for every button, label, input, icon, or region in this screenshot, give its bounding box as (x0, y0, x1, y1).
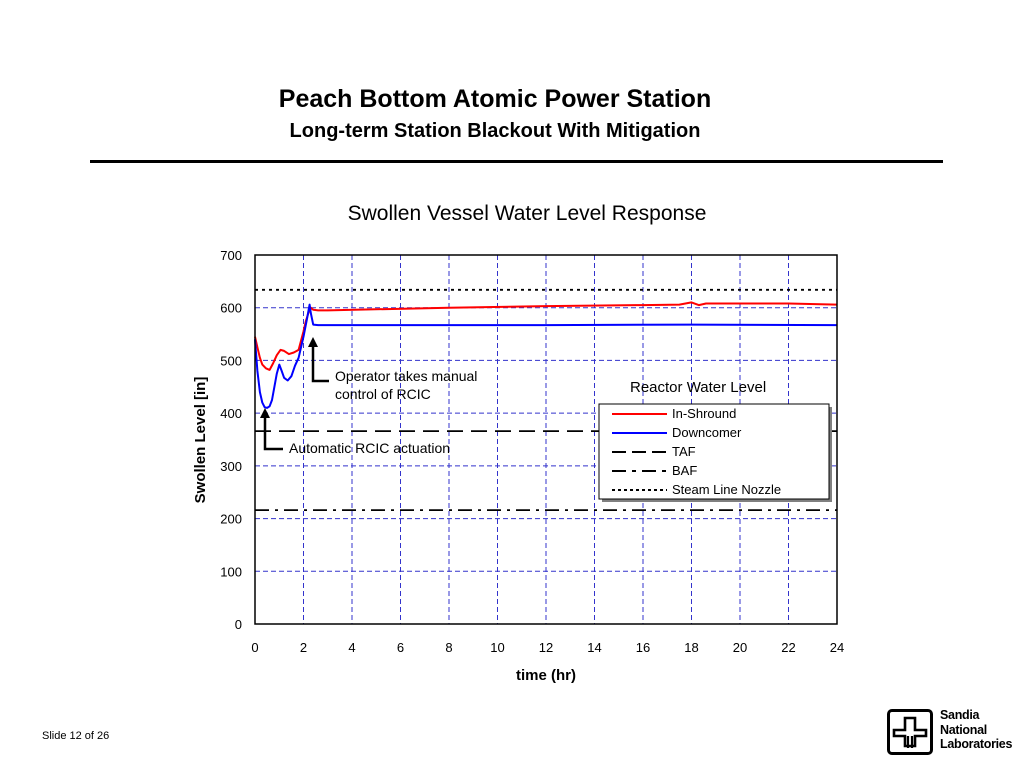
y-tick-label: 200 (220, 511, 242, 527)
legend-label: TAF (672, 444, 696, 459)
y-tick-label: 700 (220, 248, 242, 263)
x-tick-label: 10 (490, 640, 505, 655)
legend-label: In-Shround (672, 406, 737, 421)
annotation-operator (308, 337, 477, 402)
x-tick-label: 22 (781, 640, 796, 655)
legend-label: Downcomer (672, 425, 742, 440)
x-tick-label: 24 (829, 640, 845, 655)
logo-text-line: Sandia (940, 708, 980, 722)
x-tick-label: 18 (684, 640, 699, 655)
x-tick-label: 6 (396, 640, 405, 655)
logo-text-line: National (940, 722, 987, 737)
annotation-automatic-arrow (265, 416, 283, 449)
annotation-automatic-text: Automatic RCIC actuation (289, 440, 451, 456)
slide-title: Peach Bottom Atomic Power Station (278, 85, 712, 113)
legend (599, 404, 832, 502)
y-tick-label: 0 (234, 617, 242, 632)
x-tick-label: 16 (635, 640, 651, 655)
annotation-operator-arrowhead (308, 337, 318, 347)
sandia-logo (887, 707, 1019, 759)
y-tick-label: 100 (220, 564, 242, 580)
x-tick-label: 0 (251, 640, 259, 655)
y-tick-label: 600 (220, 300, 242, 316)
y-tick-label: 300 (220, 458, 242, 474)
logo-text-line: Laboratories (940, 737, 1013, 751)
x-tick-label: 20 (732, 640, 748, 655)
x-tick-label: 2 (299, 640, 308, 655)
x-tick-label: 14 (587, 640, 602, 655)
annotation-operator-text-1: Operator takes manual (335, 368, 478, 384)
chart-title: Swollen Vessel Water Level Response (347, 202, 707, 225)
annotation-operator-text-2: control of RCIC (335, 386, 431, 402)
x-tick-label: 8 (445, 640, 453, 655)
x-tick-label: 12 (538, 640, 554, 655)
legend-label: Steam Line Nozzle (672, 482, 782, 497)
x-axis-label: time (hr) (516, 667, 576, 684)
y-axis-label: Swollen Level [in] (192, 376, 209, 504)
logo-text (940, 708, 1012, 752)
sandia-thunderbird-icon (887, 709, 933, 755)
y-tick-label: 400 (220, 406, 242, 422)
legend-title: Reactor Water Level (630, 379, 767, 396)
x-tick-label: 4 (348, 640, 356, 655)
legend-label: BAF (672, 463, 698, 478)
slide-number: Slide 12 of 26 (42, 730, 110, 742)
annotation-operator-arrow (313, 345, 329, 381)
slide-subtitle: Long-term Station Blackout With Mitigation (289, 120, 701, 142)
y-tick-label: 500 (220, 353, 242, 369)
annotation-automatic-arrowhead (260, 408, 270, 418)
